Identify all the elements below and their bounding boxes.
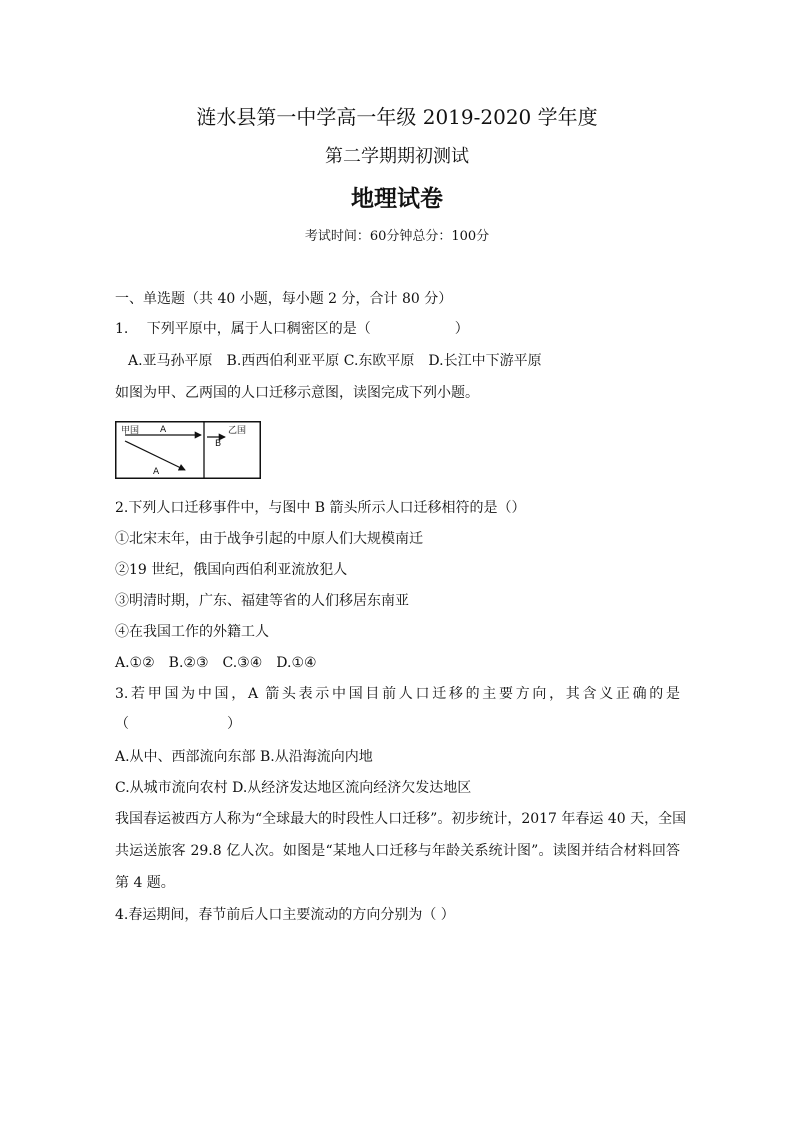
material-line-2: 共运送旅客 29.8 亿人次。如图是“某地人口迁移与年龄关系统计图”。读图并结合材料回答 — [115, 843, 680, 859]
label-jia: 甲国 — [121, 426, 140, 436]
question-2-item-4: ④在我国工作的外籍工人 — [115, 624, 269, 640]
subject-title: 地理试卷 — [351, 186, 443, 212]
title-line-1: 涟水县第一中学高一年级 2019-2020 学年度 — [196, 105, 598, 129]
question-3-stem-line-1: 3.若甲国为中国，A 箭头表示中国目前人口迁移的主要方向，其含义正确的是 — [115, 686, 680, 702]
label-a-bottom: A — [153, 467, 160, 477]
label-a-top: A — [160, 425, 167, 435]
exam-info: 考试时间：60分钟总分：100分 — [304, 229, 490, 244]
migration-diagram — [115, 421, 261, 479]
question-2-item-1: ①北宋末年，由于战争引起的中原人们大规模南迁 — [115, 531, 423, 547]
section-heading: 一、单选题（共 40 小题，每小题 2 分，合计 80 分） — [115, 291, 453, 307]
question-3-options-line-2: C.从城市流向农村 D.从经济发达地区流向经济欠发达地区 — [115, 780, 472, 796]
diagram-intro: 如图为甲、乙两国的人口迁移示意图，读图完成下列小题。 — [115, 385, 479, 401]
question-1-stem: 1. 下列平原中，属于人口稠密区的是（ ） — [115, 321, 469, 337]
question-2-item-2: ②19 世纪，俄国向西伯利亚流放犯人 — [115, 562, 348, 578]
material-line-3: 第 4 题。 — [115, 875, 175, 891]
question-2-options: A.①② B.②③ C.③④ D.①④ — [115, 655, 317, 671]
material-line-1: 我国春运被西方人称为“全球最大的时段性人口迁移”。初步统计，2017 年春运 40 天，全国 — [115, 811, 687, 827]
label-b: B — [215, 439, 222, 449]
question-1-options: A.亚马孙平原 B.西西伯利亚平原 C.东欧平原 D.长江中下游平原 — [128, 353, 542, 369]
question-4-stem: 4.春运期间，春节前后人口主要流动的方向分别为（ ） — [115, 907, 455, 923]
question-3-options-line-1: A.从中、西部流向东部 B.从沿海流向内地 — [115, 749, 373, 765]
label-yi: 乙国 — [228, 426, 247, 436]
title-line-2: 第二学期期初测试 — [325, 146, 469, 167]
question-2-item-3: ③明清时期，广东、福建等省的人们移居东南亚 — [115, 593, 409, 609]
question-2-stem: 2.下列人口迁移事件中，与图中 B 箭头所示人口迁移相符的是（） — [115, 500, 526, 516]
question-3-stem-line-2: （ ） — [115, 716, 241, 732]
arrow-a-diagonal — [125, 441, 185, 470]
